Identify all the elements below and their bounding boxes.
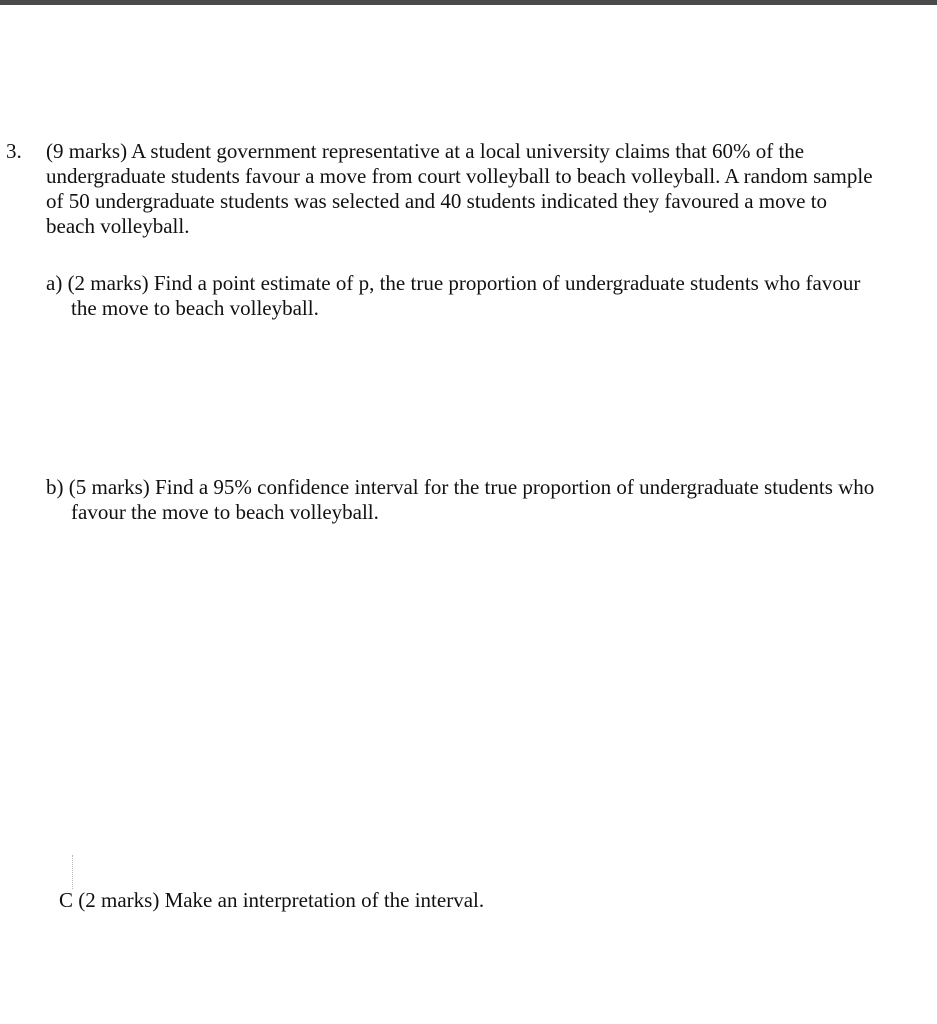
- top-border: [0, 0, 937, 5]
- part-b-line: favour the move to beach volleyball.: [71, 500, 379, 524]
- question-stem-line: beach volleyball.: [46, 214, 190, 238]
- question-stem-line: (9 marks) A student government representative at a local university claims that 60% of the: [46, 139, 805, 163]
- question-stem: [46, 139, 931, 239]
- part-c: [59, 888, 484, 913]
- part-a-line: a) (2 marks) Find a point estimate of p, the true proportion of undergraduate students who favour: [46, 271, 861, 295]
- question-stem-line: of 50 undergraduate students was selected and 40 students indicated they favoured a move to: [46, 189, 828, 213]
- part-c-line: C (2 marks) Make an interpretation of the interval.: [59, 888, 485, 912]
- text-cursor-marker: [72, 855, 73, 889]
- part-b-line: b) (5 marks) Find a 95% confidence interval for the true proportion of undergraduate students who: [46, 475, 875, 499]
- part-a-line: the move to beach volleyball.: [71, 296, 319, 320]
- question-number: 3.: [6, 139, 22, 163]
- part-b: [46, 475, 874, 525]
- part-a: [46, 271, 860, 321]
- question-stem-line: undergraduate students favour a move from court volleyball to beach volleyball. A random sample: [46, 164, 873, 188]
